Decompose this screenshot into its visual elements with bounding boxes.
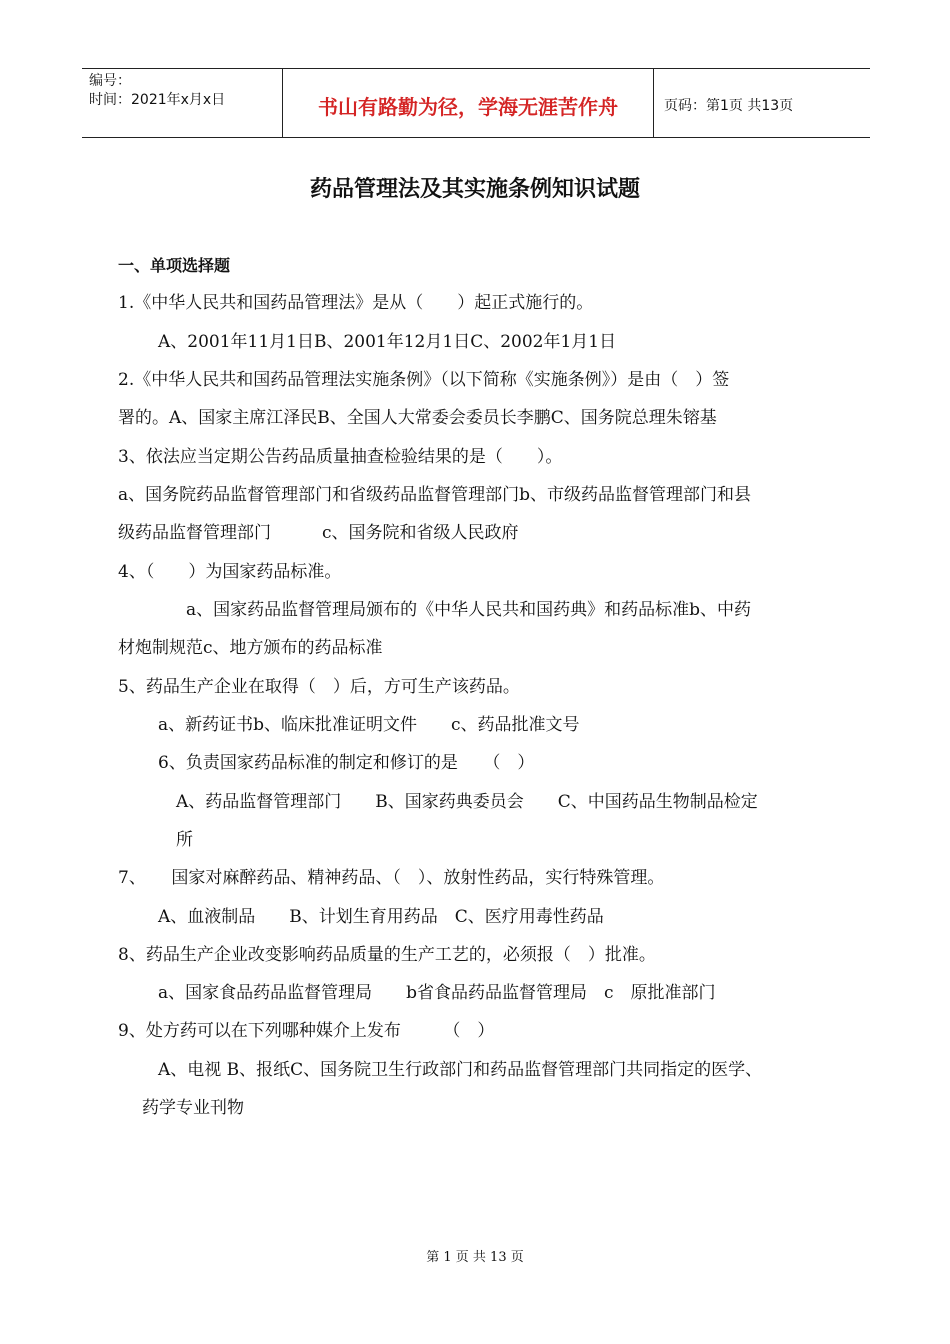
option-line: a、国家食品药品监督管理局 b省食品药品监督管理局 c 原批准部门 <box>158 983 716 1003</box>
option-line: A、药品监督管理部门 B、国家药典委员会 C、中国药品生物制品检定 <box>176 792 758 812</box>
option-line: 署的。A、国家主席江泽民B、全国人大常委会委员长李鹏C、国务院总理朱镕基 <box>118 408 717 428</box>
option-line: A、血液制品 B、计划生育用药品 C、医疗用毒性药品 <box>158 907 604 927</box>
header-page-info: 页码：第1页 共13页 <box>664 98 794 114</box>
question-line: 2.《中华人民共和国药品管理法实施条例》（以下简称《实施条例》）是由（ ）签 <box>118 370 730 390</box>
header-meta-cell <box>82 69 282 137</box>
option-line: 级药品监督管理部门 c、国务院和省级人民政府 <box>118 523 519 543</box>
question-line: 6、负责国家药品标准的制定和修订的是 （ ） <box>158 753 535 773</box>
option-line: A、电视 B、报纸C、国务院卫生行政部门和药品监督管理部门共同指定的医学、 <box>158 1060 763 1080</box>
option-line: 药学专业刊物 <box>142 1098 244 1118</box>
question-line: 1.《中华人民共和国药品管理法》是从（ ）起正式施行的。 <box>118 293 594 313</box>
document-title: 药品管理法及其实施条例知识试题 <box>309 177 640 202</box>
option-line: A、2001年11月1日B、2001年12月1日C、2002年1月1日 <box>158 332 617 352</box>
question-line: 5、药品生产企业在取得（ ）后，方可生产该药品。 <box>118 677 520 697</box>
option-line: a、国务院药品监督管理部门和省级药品监督管理部门b、市级药品监督管理部门和县 <box>118 485 752 505</box>
question-line: 8、药品生产企业改变影响药品质量的生产工艺的，必须报（ ）批准。 <box>118 945 656 965</box>
time-label: 时间：2021年x月x日 <box>89 92 226 108</box>
option-line: 所 <box>176 830 193 850</box>
option-line: a、新药证书b、临床批准证明文件 c、药品批准文号 <box>158 715 580 735</box>
question-line: 7、 国家对麻醉药品、精神药品、（ ）、放射性药品，实行特殊管理。 <box>118 868 665 888</box>
header-motto: 书山有路勤为径，学海无涯苦作舟 <box>282 69 654 137</box>
section-heading: 一、单项选择题 <box>118 256 231 275</box>
question-line: 9、处方药可以在下列哪种媒介上发布 （ ） <box>118 1021 495 1041</box>
serial-label: 编号： <box>89 73 131 89</box>
question-line: 3、依法应当定期公告药品质量抽查检验结果的是（ ）。 <box>118 447 563 467</box>
question-line: 4、（ ）为国家药品标准。 <box>118 562 342 582</box>
document-header <box>82 68 870 138</box>
page-footer: 第 1 页 共 13 页 <box>426 1250 524 1265</box>
option-line: a、国家药品监督管理局颁布的《中华人民共和国药典》和药品标准b、中药 <box>186 600 752 620</box>
option-line: 材炮制规范c、地方颁布的药品标准 <box>118 638 383 658</box>
